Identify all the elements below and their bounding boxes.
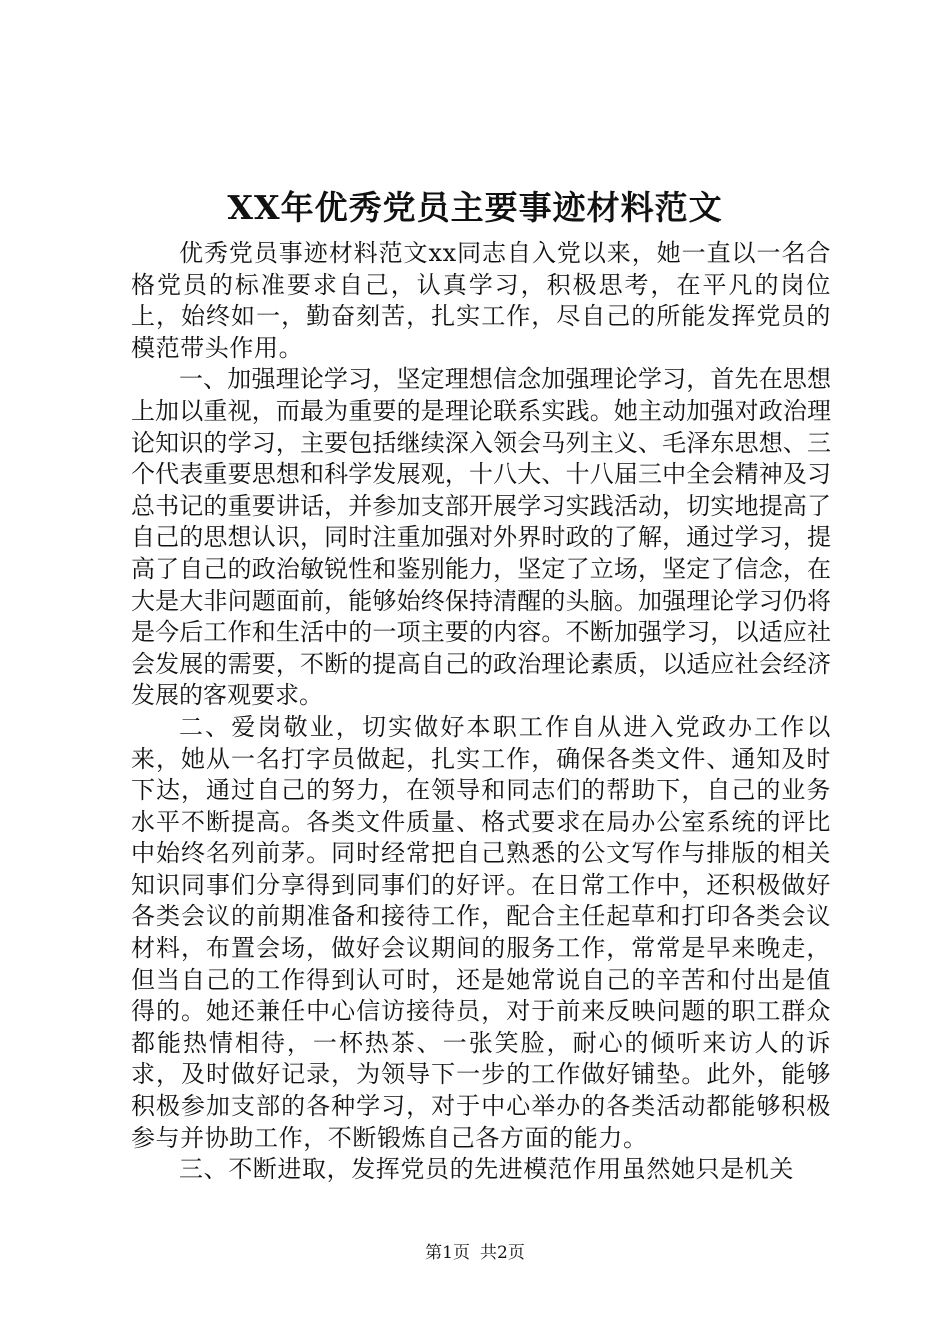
page-footer bbox=[0, 1241, 950, 1265]
paragraph-section-3: 三、不断进取，发挥党员的先进模范作用虽然她只是机关 bbox=[179, 1155, 794, 1184]
document-title: XX年优秀党员主要事迹材料范文 bbox=[227, 188, 723, 227]
page-total: 共2页 bbox=[480, 1243, 525, 1263]
document-body bbox=[131, 238, 831, 1186]
paragraph-section-1: 一、加强理论学习，坚定理想信念加强理论学习，首先在思想上加以重视，而最为重要的是理论联系实践。她主动加强对政治理论知识的学习，主要包括继续深入领会马列主义、毛泽东思想、三个代表重要思想和科学发展观，十八大、十八届三中全会精神及习总书记的重要讲话，并参加支部开展学习实践活动，切实地提高了自己的思想认识，同时注重加强对外界时政的了解，通过学习，提高了自己的政治敏锐性和鉴别能力，坚定了立场，坚定了信念，在大是大非问题面前，能够始终保持清醒的头脑。加强理论学习仍将是今后工作和生活中的一项主要的内容。不断加强学习，以适应社会发展的需要，不断的提高自己的政治理论素质，以适应社会经济发展的客观要求。 bbox=[131, 365, 831, 710]
page-number: 第1页 bbox=[425, 1243, 470, 1263]
paragraph-section-2: 二、爱岗敬业，切实做好本职工作自从进入党政办工作以来，她从一名打字员做起，扎实工作，确保各类文件、通知及时下达，通过自己的努力，在领导和同志们的帮助下，自己的业务水平不断提高。各类文件质量、格式要求在局办公室系统的评比中始终名列前茅。同时经常把自己熟悉的公文写作与排版的相关知识同事们分享得到同事们的好评。在日常工作中，还积极做好各类会议的前期准备和接待工作，配合主任起草和打印各类会议材料，布置会场，做好会议期间的服务工作，常常是早来晚走，但当自己的工作得到认可时，还是她常说自己的辛苦和付出是值得的。她还兼任中心信访接待员，对于前来反映问题的职工群众都能热情相待，一杯热茶、一张笑脸，耐心的倾听来访人的诉求，及时做好记录，为领导下一步的工作做好铺垫。此外，能够积极参加支部的各种学习，对于中心举办的各类活动都能够积极参与并协助工作，不断锻炼自己各方面的能力。 bbox=[131, 712, 831, 1152]
paragraph-intro: 优秀党员事迹材料范文xx同志自入党以来，她一直以一名合格党员的标准要求自己，认真学习，积极思考，在平凡的岗位上，始终如一，勤奋刻苦，扎实工作，尽自己的所能发挥党员的模范带头作用。 bbox=[131, 239, 831, 362]
